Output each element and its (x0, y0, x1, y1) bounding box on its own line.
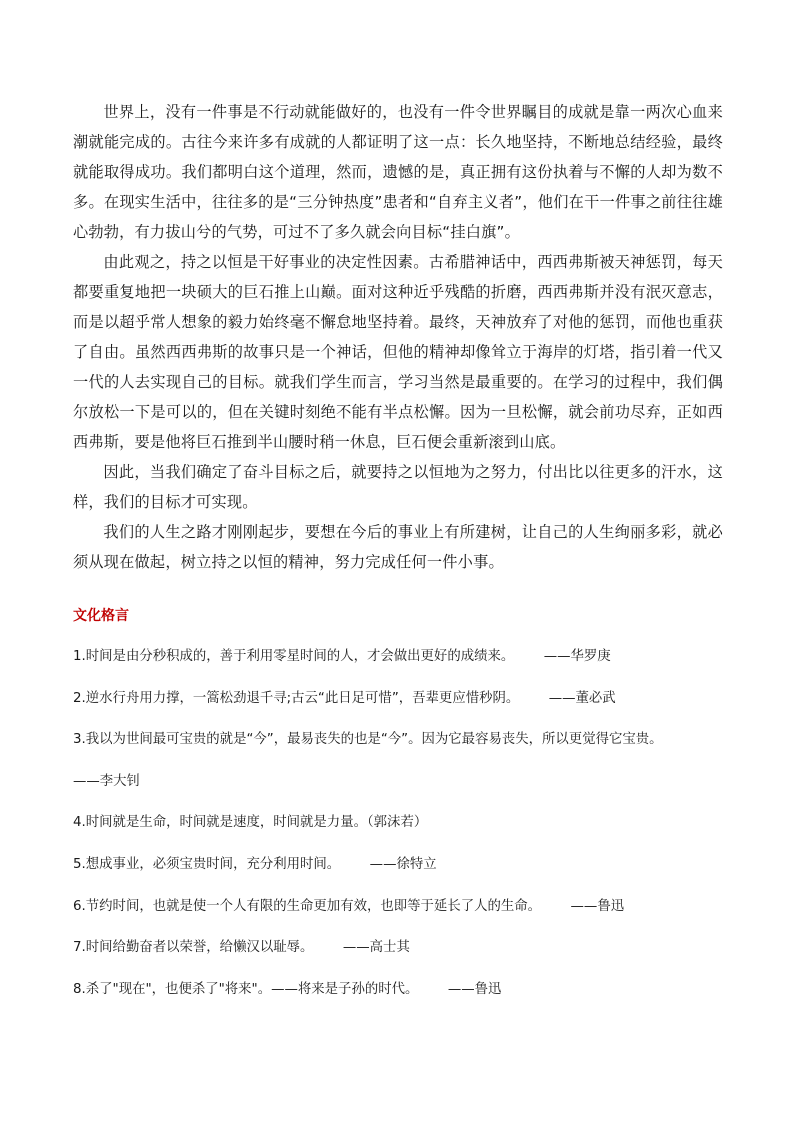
quote-item-7 (73, 935, 733, 961)
quote-author: ——高士其 (342, 940, 410, 956)
quote-author: ——鲁迅 (447, 981, 502, 997)
essay-paragraph-3: 因此，当我们确定了奋斗目标之后，就要持之以恒地为之努力，付出比以往更多的汗水，这样，我们的目标才可实现。 (73, 463, 723, 511)
quote-text: 3.我以为世间最可宝贵的就是“今”，最易丧失的也是“今”。因为它最容易丧失，所以更觉得它宝贵。 (73, 732, 663, 748)
quote-text: 1.时间是由分秒积成的，善于利用零星时间的人，才会做出更好的成绩来。 (73, 649, 515, 664)
quote-text: 7.时间给勤奋者以荣誉，给懒汉以耻辱。 (73, 940, 314, 956)
section-title: 文化格言 (73, 608, 129, 624)
quote-item-8 (73, 977, 733, 1003)
quote-text: 4.时间就是生命，时间就是速度，时间就是力量。（郭沫若） (73, 815, 428, 831)
quote-list (73, 644, 733, 1018)
quote-text: 8.杀了"现在"，也便杀了"将来"。——将来是子孙的时代。 (73, 981, 419, 997)
essay-paragraph-4: 我们的人生之路才刚刚起步，要想在今后的事业上有所建树，让自己的人生绚丽多彩，就必须从现在做起，树立持之以恒的精神，努力完成任何一件小事。 (73, 523, 723, 571)
quote-item-2 (73, 686, 733, 712)
quote-item-6 (73, 894, 733, 920)
quote-author: ——董必武 (548, 690, 616, 706)
quote-item-5 (73, 852, 733, 878)
essay-paragraph-2: 由此观之，持之以恒是干好事业的决定性因素。古希腊神话中，西西弗斯被天神惩罚，每天都要重复地把一块硕大的巨石推上山巅。面对这种近乎残酷的折磨，西西弗斯并没有泯灭意志，而是以超乎常人想象的毅力始终毫不懈怠地坚持着。最终，天神放弃了对他的惩罚，而他也重获了自由。虽然西西弗斯的故事只是一个神话，但他的精神却像耸立于海岸的灯塔，指引着一代又一代的人去实现自己的目标。就我们学生而言，学习当然是最重要的。在学习的过程中，我们偶尔放松一下是可以的，但在关键时刻绝不能有半点松懈。因为一旦松懈，就会前功尽弃，正如西西弗斯，要是他将巨石推到半山腰时稍一休息，巨石便会重新滚到山底。 (73, 253, 723, 451)
quote-item-4 (73, 810, 733, 836)
quote-text: 5.想成事业，必须宝贵时间，充分利用时间。 (73, 856, 341, 872)
quote-text: 6.节约时间，也就是使一个人有限的生命更加有效，也即等于延长了人的生命。 (73, 898, 542, 914)
essay-paragraph-1: 世界上，没有一件事是不行动就能做好的，也没有一件令世界瞩目的成就是靠一两次心血来潮就能完成的。古往今来许多有成就的人都证明了这一点：长久地坚持，不断地总结经验，最终就能取得成功。我们都明白这个道理，然而，遗憾的是，真正拥有这份执着与不懈的人却为数不多。在现实生活中，往往多的是“三分钟热度”患者和“自弃主义者”，他们在干一件事之前往往雄心勃勃，有力拔山兮的气势，可过不了多久就会向目标“挂白旗”。 (73, 103, 723, 241)
quote-author: ——李大钊 (73, 773, 140, 789)
quote-item-3 (73, 727, 733, 795)
quote-item-1 (73, 644, 733, 670)
quote-author: ——徐特立 (369, 856, 437, 872)
quote-author: ——华罗庚 (543, 649, 611, 664)
quote-author: ——鲁迅 (570, 898, 625, 914)
quote-text: 2.逆水行舟用力撑，一篙松劲退千寻;古云“此日足可惜”，吾辈更应惜秒阴。 (73, 690, 520, 706)
essay-body (73, 97, 723, 577)
